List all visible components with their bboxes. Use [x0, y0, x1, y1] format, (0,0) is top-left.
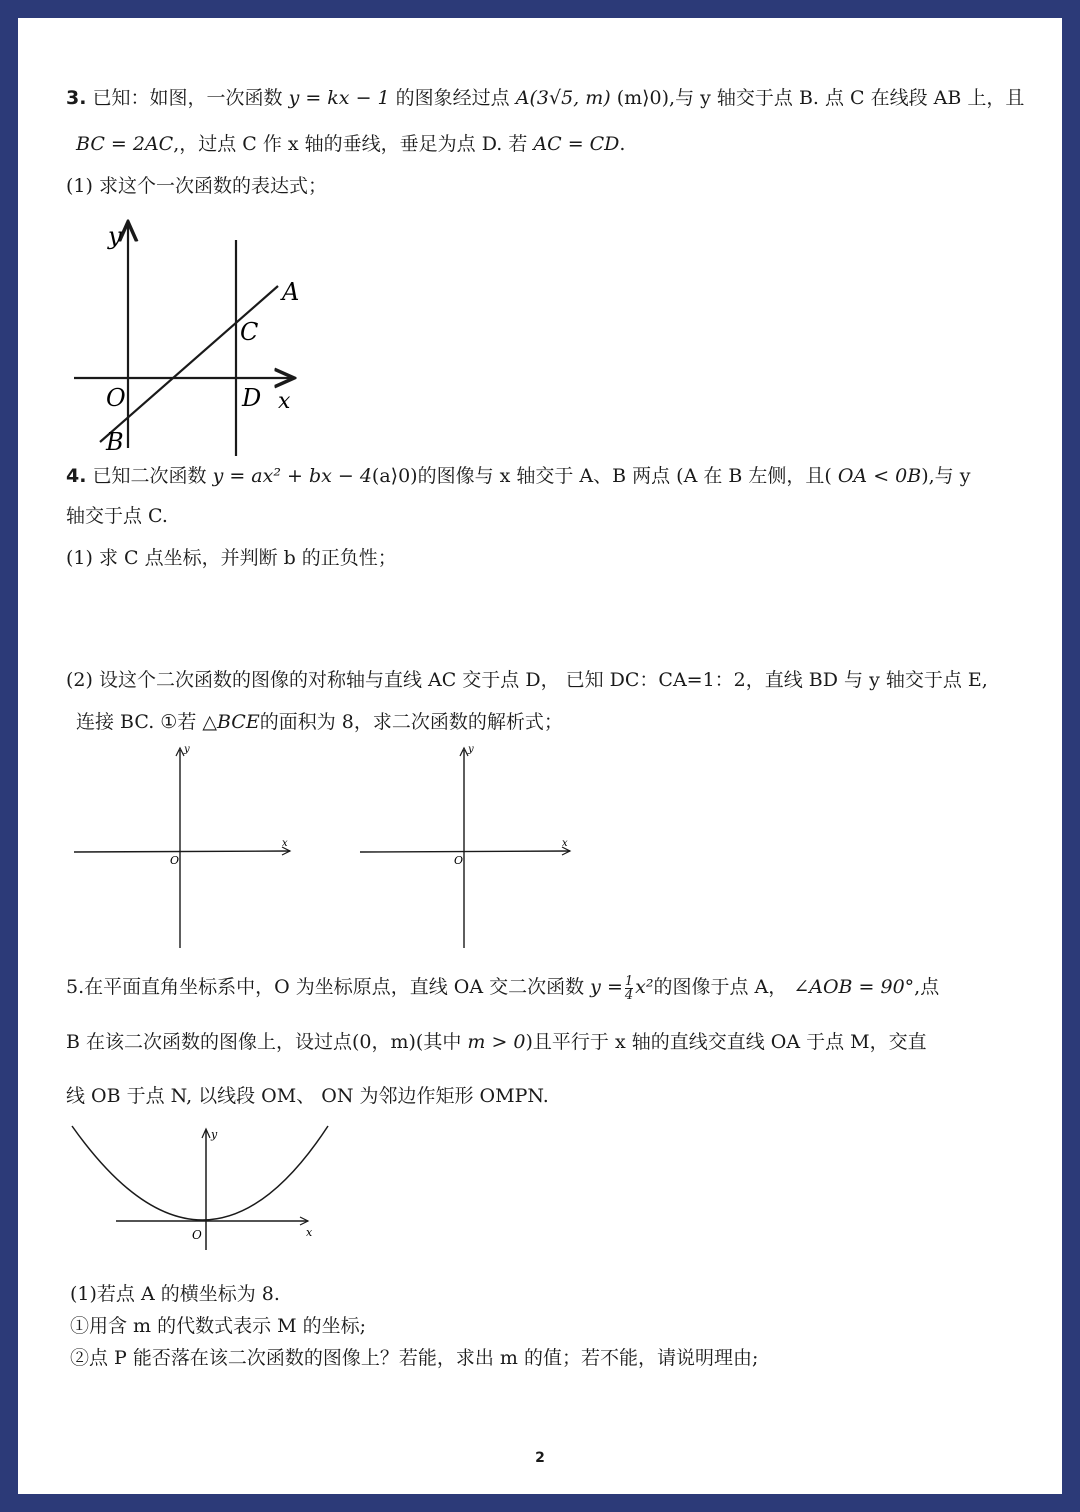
q4-coordinate-grid-right — [358, 742, 588, 954]
q4-triangle: △BCE — [202, 711, 260, 733]
label-x: x — [562, 838, 568, 849]
label-d: D — [242, 384, 262, 412]
q5-text: 5.在平面直角坐标系中，O 为坐标原点，直线 OA 交二次函数 — [66, 976, 585, 998]
q3-figure — [70, 210, 310, 460]
label-c: C — [240, 318, 259, 346]
line-ab — [100, 286, 278, 442]
q4-line-1 — [66, 464, 970, 488]
q5-angle: ∠AOB = 90° — [793, 976, 915, 998]
label-y: y — [108, 222, 122, 250]
q3-condition: AC = CD — [533, 133, 620, 155]
q5-text: 的图像于点 A， — [653, 976, 788, 998]
fraction-numerator: 1 — [624, 973, 634, 989]
q4-subquestion-2-line-1: (2) 设这个二次函数的图像的对称轴与直线 AC 交于点 D， 已知 DC：CA=1：2，直线 BD 与 y 轴交于点 E, — [66, 669, 988, 691]
q5-subquestion-1a: ①用含 m 的代数式表示 M 的坐标; — [70, 1315, 367, 1337]
q3-text: ,，过点 C 作 x 轴的垂线，垂足为点 D. 若 — [173, 133, 528, 155]
q5-equation: x² — [635, 976, 654, 998]
label-o: O — [192, 1228, 202, 1242]
q3-point-a: A(3√5, m) — [515, 87, 611, 109]
label-y: y — [184, 744, 190, 755]
q5-condition: m > 0 — [467, 1031, 526, 1053]
q4-text: ),与 y — [921, 465, 971, 487]
q5-subquestion-1: (1)若点 A 的横坐标为 8. — [70, 1283, 280, 1305]
parabola-curve — [72, 1126, 328, 1220]
label-x: x — [278, 389, 291, 414]
q4-number: 4. — [66, 465, 87, 487]
q5-fraction — [625, 975, 633, 1002]
q3-line-2 — [76, 132, 625, 156]
label-x: x — [282, 838, 288, 849]
q3-text: . — [619, 133, 626, 155]
q3-condition: BC = 2AC — [76, 133, 174, 155]
q3-number: 3. — [66, 87, 87, 109]
q5-line-3: 线 OB 于点 N, 以线段 OM、 ON 为邻边作矩形 OMPN. — [66, 1085, 549, 1107]
label-o: O — [454, 854, 464, 867]
q4-condition: OA < 0B — [837, 465, 922, 487]
label-y: y — [211, 1128, 218, 1141]
q5-text: B 在该二次函数的图像上，设过点(0，m)(其中 — [66, 1031, 462, 1053]
q4-subquestion-1: (1) 求 C 点坐标，并判断 b 的正负性； — [66, 547, 397, 569]
q3-text: 的图象经过点 — [395, 87, 510, 109]
q4-text: 已知二次函数 — [92, 465, 207, 487]
label-a: A — [282, 278, 300, 306]
label-y: y — [468, 744, 474, 755]
q4-text: (a⟩0)的图像与 x 轴交于 A、B 两点 (A 在 B 左侧，且( — [371, 465, 832, 487]
worksheet-page — [18, 18, 1062, 1494]
label-o: O — [106, 384, 126, 412]
q4-subquestion-2-line-2 — [76, 710, 563, 734]
q5-parabola-figure — [70, 1124, 332, 1254]
q3-equation: y = kx − 1 — [288, 87, 390, 109]
q5-text: ,点 — [914, 976, 940, 998]
label-x: x — [306, 1226, 313, 1239]
label-o: O — [170, 854, 180, 867]
q3-text: 已知：如图，一次函数 — [92, 87, 283, 109]
q3-line-1 — [66, 86, 1024, 110]
fraction-denominator: 4 — [624, 987, 634, 1003]
q5-text: )且平行于 x 轴的直线交直线 OA 于点 M，交直 — [525, 1031, 927, 1053]
q4-line-2: 轴交于点 C. — [66, 505, 168, 527]
q4-text: 连接 BC. ①若 — [76, 711, 197, 733]
x-axis — [360, 851, 570, 852]
q3-subquestion-1: (1) 求这个一次函数的表达式； — [66, 175, 327, 197]
q4-equation: y = ax² + bx − 4 — [212, 465, 372, 487]
page-number: 2 — [535, 1450, 545, 1466]
q5-equation: y = — [590, 976, 623, 998]
q5-subquestion-1b: ②点 P 能否落在该二次函数的图像上？若能，求出 m 的值；若不能，请说明理由; — [70, 1347, 759, 1369]
label-b: B — [106, 428, 124, 456]
q4-coordinate-grid-left — [72, 742, 302, 954]
q4-text: 的面积为 8，求二次函数的解析式； — [259, 711, 563, 733]
q5-line-1 — [66, 972, 939, 1002]
q5-line-2 — [66, 1030, 927, 1054]
q3-text: (m⟩0),与 y 轴交于点 B. 点 C 在线段 AB 上，且 — [616, 87, 1025, 109]
x-axis — [74, 851, 290, 852]
